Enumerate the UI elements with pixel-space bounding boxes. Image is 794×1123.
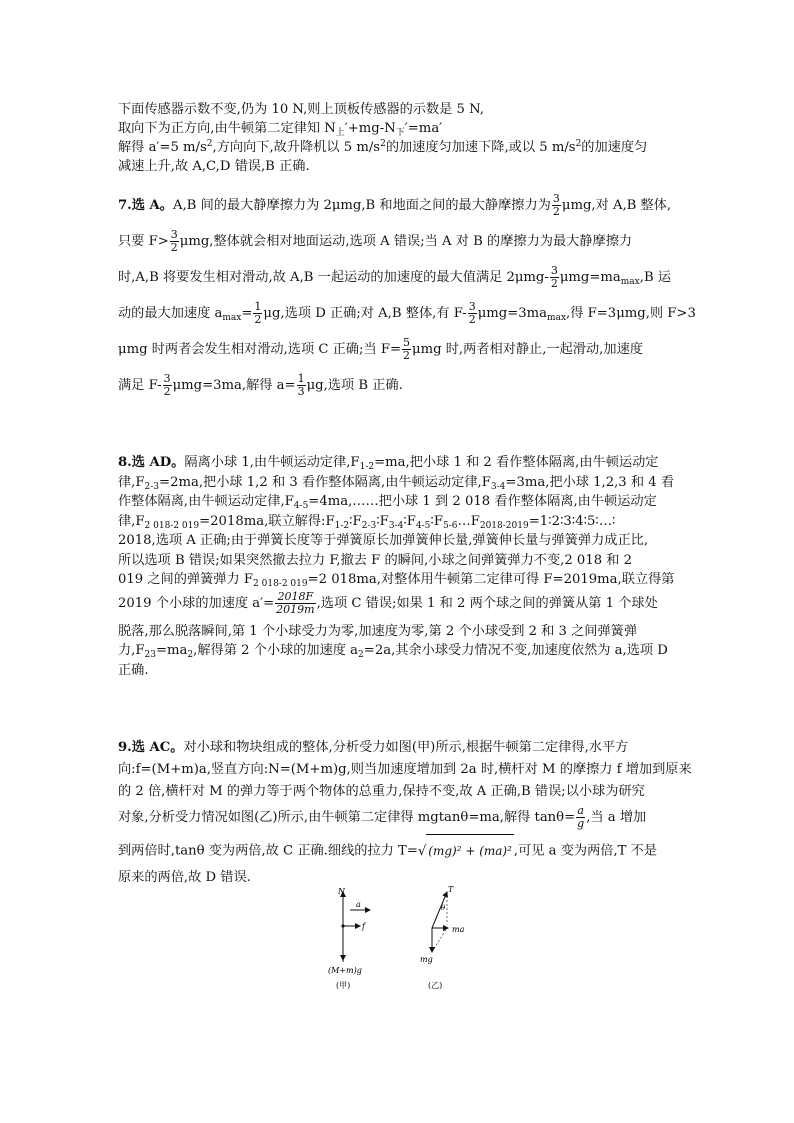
- q8-line-6: 所以选项 B 错误;如果突然撤去拉力 F,撤去 F 的瞬间,小球之间弹簧弹力不变,2 018 和 2: [118, 552, 633, 568]
- q8-line-5: 2018,选项 A 正确;由于弹簧长度等于弹簧原长加弹簧伸长量,弹簧伸长量与弹簧弹力成正比,: [118, 533, 649, 548]
- caption-yi: (乙): [428, 981, 443, 990]
- label-total-gravity: (M+m)g: [328, 966, 362, 975]
- q9-line-1: 9.选 AC。对小球和物块组成的整体,分析受力如图(甲)所示,根据牛顿第二定律得,水平方: [118, 740, 629, 755]
- q9-line-6: 原来的两倍,故 D 错误.: [118, 870, 251, 885]
- fraction: $\frac{2018F}{2019m}$: [276, 589, 315, 616]
- intro-block: [118, 98, 684, 174]
- sqrt-expression: √ (mg)² + (ma)²: [418, 834, 514, 868]
- q8-line-2: 律$,F_{2-3}=2ma$,把小球 1,2 和 3 看作整体隔离,由牛顿运动定律$,F_{3-4}=3ma$,把小球 1,2,3 和 4 看: [118, 474, 675, 492]
- q7-line-4: 动的最大加速度 $a_{max}=$ $\frac{1}{2}$ μg,选项 D 正确;对 A,B 整体,有 F- $\frac{3}{2}$ $\mu mg=3ma_{max}$,得 F=3μmg,则 F>3: [118, 300, 696, 326]
- label-T: T: [448, 885, 454, 894]
- q8-line-11: 正确.: [118, 662, 149, 678]
- q9-line-4: 对象,分析受力情况如图(乙)所示,由牛顿第二定律得 mgtanθ=ma,解得 tanθ= $\frac{a}{g}$ ,当 a 增加: [118, 804, 647, 830]
- q8-line-3: 作整体隔离,由牛顿运动定律$,F_{4-5}=4ma,\dots\dots$把小球 1 到 2 018 看作整体隔离,由牛顿运动定: [118, 494, 657, 511]
- label-theta: θ: [441, 904, 446, 912]
- q7-line-2: 只要 F> $\frac{3}{2}$ μmg,整体就会相对地面运动,选项 A 错误;当 A 对 B 的摩擦力为最大静摩擦力: [118, 228, 633, 254]
- intro-line-1: 下面传感器示数不变,仍为 10 N,则上顶板传感器的示数是 5 N,: [118, 102, 485, 117]
- label-N: N: [338, 887, 345, 896]
- q8-line-10: 力$,F_{23}=ma_2$,解得第 2 个小球的加速度 $a_2=2a$,其余小球受力情况不变,加速度依然为 a,选项 D: [118, 643, 668, 660]
- fraction: $\frac{5}{2}$: [403, 336, 411, 362]
- q9-line-5: 到两倍时,tanθ 变为两倍,故 C 正确.细线的拉力 T=√ (mg)² + (ma)² ,可见 a 变为两倍,T 不是: [118, 834, 684, 866]
- q8-line-9: 脱落,那么脱落瞬间,第 1 个小球受力为零,加速度为零,第 2 个小球受到 2 和 3 之间弹簧弹: [118, 623, 638, 639]
- q7-line-3: 时,A,B 将要发生相对滑动,故 A,B 一起运动的加速度的最大值满足 2μmg- $\frac{3}{2}$ $\mu mg=ma_{max},B$ 运: [118, 264, 672, 290]
- fraction: $\frac{a}{g}$: [577, 804, 585, 830]
- label-f: f: [362, 922, 365, 931]
- q9-line-2: 向:f=(M+m)a,竖直方向:N=(M+m)g,则当加速度增加到 2a 时,横杆对 M 的摩擦力 f 增加到原来: [118, 762, 692, 777]
- q8-block: [118, 451, 684, 678]
- fraction: $\frac{1}{3}$: [297, 372, 305, 398]
- label-ma: ma: [452, 925, 465, 934]
- q7-line-6: 满足 F- $\frac{3}{2}$ μmg=3ma,解得 a= $\frac{1}{3}$ μg,选项 B 正确.: [118, 372, 403, 398]
- label-mg: mg: [420, 955, 433, 964]
- q8-line-8: 2019 个小球的加速度 a′= $\frac{2018F}{2019m}$ ,选项 C 错误;如果 1 和 2 两个球之间的弹簧从第 1 个球处: [118, 589, 658, 616]
- q9-line-3: 的 2 倍,横杆对 M 的弹力等于两个物体的总重力,保持不变,故 A 正确,B 错误;以小球为研究: [118, 784, 645, 799]
- fraction: $\frac{3}{2}$: [170, 228, 178, 254]
- q8-line-1: 8.选 AD。隔离小球 1,由牛顿运动定律$,F_{1-2}=ma$,把小球 1 和 2 看作整体隔离,由牛顿运动定: [118, 455, 659, 472]
- intro-line-4: 减速上升,故 A,C,D 错误,B 正确.: [118, 159, 310, 174]
- parallelogram-side: [432, 928, 447, 952]
- fraction: $\frac{3}{2}$: [552, 192, 560, 218]
- q8-line-4: 律$,F_{2 018-2 019}=2018ma$,联立解得$:F_{1-2}∶F_{2-3}∶F_{3-4}∶F_{4-5}∶F_{5-6}\dots F_{2018-2019}=1∶2∶3∶4∶5∶\dots∶$: [118, 513, 616, 531]
- force-diagrams: [300, 880, 520, 1000]
- fraction: $\frac{3}{2}$: [468, 300, 476, 326]
- mass-point: [341, 924, 344, 927]
- diagram-yi: [420, 885, 465, 990]
- intro-line-3: 解得 a′=5 $m/s^2$,方向向下,故升降机以 5 $m/s^2$的加速度匀加速下降,或以 5 $m/s^2$的加速度匀: [118, 139, 648, 155]
- fraction: $\frac{3}{2}$: [163, 372, 171, 398]
- caption-jia: (甲): [336, 981, 351, 990]
- fraction: $\frac{3}{2}$: [550, 264, 558, 290]
- q8-line-7: 019 之间的弹簧弹力 $F_{2 018-2 019}=2$ 018ma,对整体用牛顿第二定律可得 F=2019ma,联立得第: [118, 572, 675, 589]
- diagram-jia: [328, 887, 370, 990]
- intro-line-2: 取向下为正方向,由牛顿第二定律知 $N_上'+mg-N_下'=ma'$: [118, 121, 443, 138]
- q9-block: [118, 736, 692, 888]
- q7-block: [118, 188, 696, 404]
- q7-line-1: 7.选 A。A,B 间的最大静摩擦力为 2μmg,B 和地面之间的最大静摩擦力为 $\frac{3}{2}$ μmg,对 A,B 整体,: [118, 192, 672, 218]
- force-diagram-svg: [300, 880, 520, 1000]
- label-a: a: [356, 900, 361, 909]
- q7-line-5: μmg 时两者会发生相对滑动,选项 C 正确;当 F= $\frac{5}{2}$ μmg 时,两者相对静止,一起滑动,加速度: [118, 336, 643, 362]
- fraction: $\frac{1}{2}$: [254, 300, 262, 326]
